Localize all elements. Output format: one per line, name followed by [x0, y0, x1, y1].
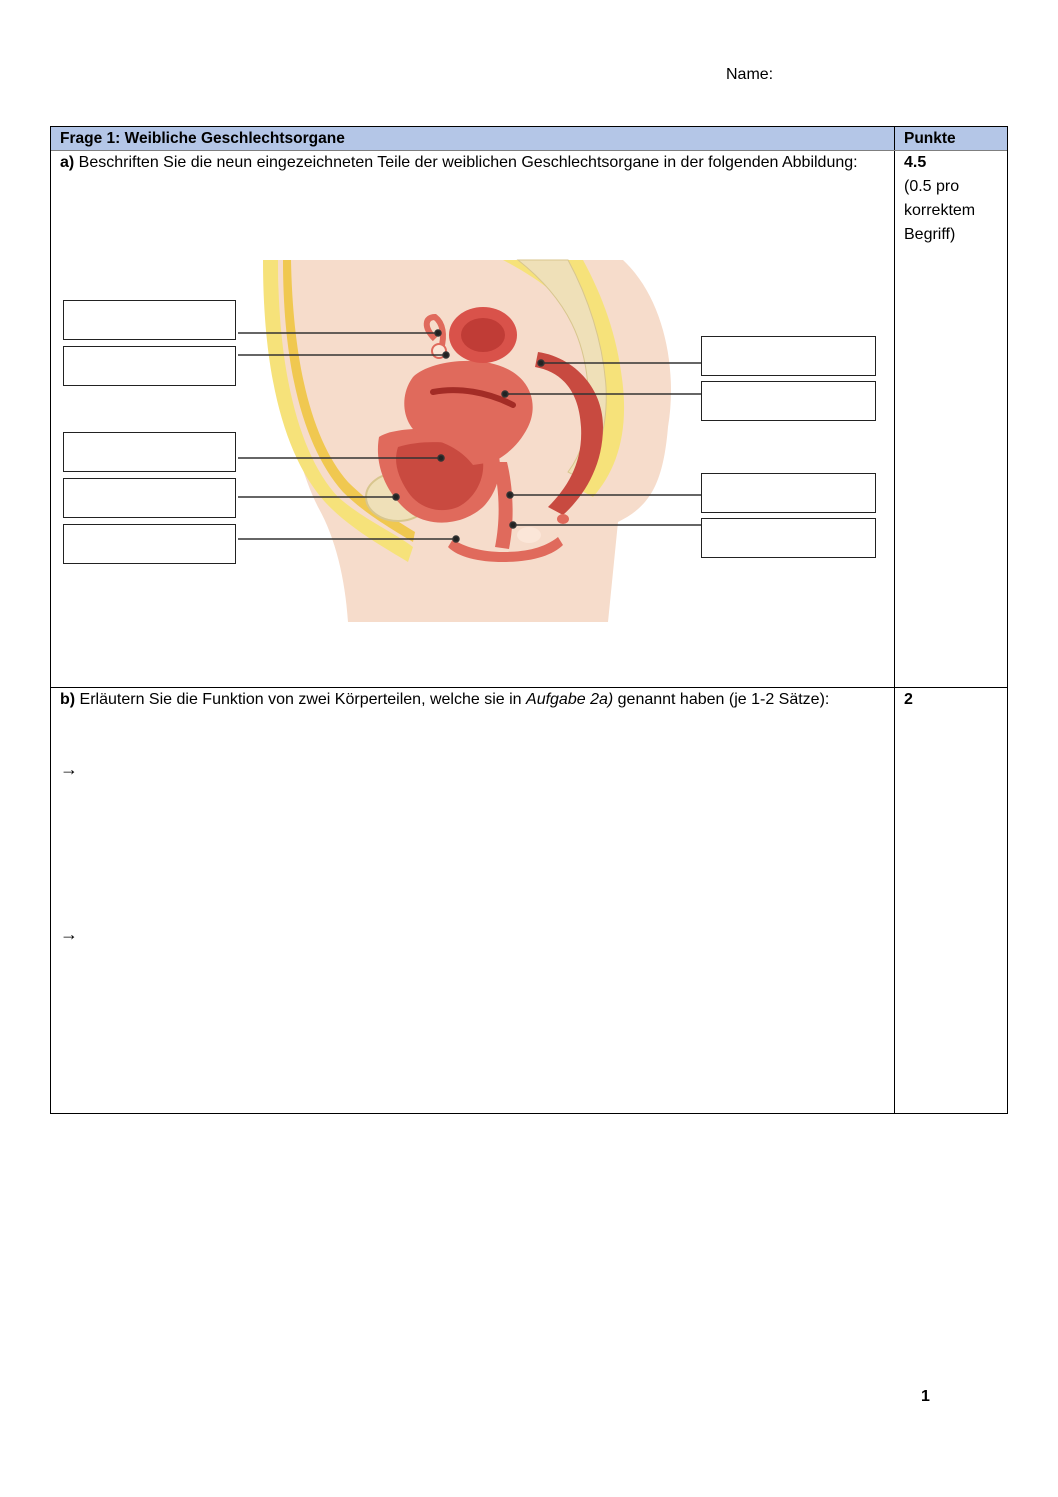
label-box-1[interactable]	[63, 300, 236, 340]
question-a-prefix: a)	[60, 154, 75, 171]
answer-arrow-2: →	[60, 924, 78, 944]
question-b-reference: Aufgabe 2a)	[526, 691, 614, 708]
question-b-prefix: b)	[60, 691, 76, 708]
points-header: Punkte	[904, 130, 956, 147]
label-box-4[interactable]	[63, 478, 236, 518]
table-title-prefix: Frage 1:	[60, 130, 125, 147]
table-title-text: Weibliche Geschlechtsorgane	[124, 130, 345, 147]
column-divider	[894, 127, 895, 1113]
question-b-text	[60, 688, 880, 712]
label-box-8[interactable]	[701, 473, 876, 513]
question-b-body-2: genannt haben (je 1-2 Sätze):	[613, 691, 830, 708]
question-table	[50, 126, 1008, 1114]
table-title	[60, 127, 345, 150]
question-a-body: Beschriften Sie die neun eingezeichneten Teile der weiblichen Geschlechtsorgane in der folgenden Abbildung:	[74, 154, 858, 171]
question-a-points-value: 4.5	[904, 154, 927, 171]
label-box-6[interactable]	[701, 336, 876, 376]
question-a-text	[60, 151, 880, 175]
question-b-points: 2	[904, 691, 913, 708]
question-a-points	[904, 151, 1004, 247]
question-b-body-1: Erläutern Sie die Funktion von zwei Körperteilen, welche sie in	[75, 691, 527, 708]
label-box-7[interactable]	[701, 381, 876, 421]
page-number: 1	[921, 1388, 930, 1405]
name-label: Name:	[726, 66, 774, 83]
anatomy-figure	[63, 257, 889, 627]
label-box-3[interactable]	[63, 432, 236, 472]
answer-arrow-1: →	[60, 759, 78, 779]
label-box-5[interactable]	[63, 524, 236, 564]
question-a-points-note: (0.5 pro korrektem Begriff)	[904, 178, 976, 243]
label-box-2[interactable]	[63, 346, 236, 386]
label-box-9[interactable]	[701, 518, 876, 558]
